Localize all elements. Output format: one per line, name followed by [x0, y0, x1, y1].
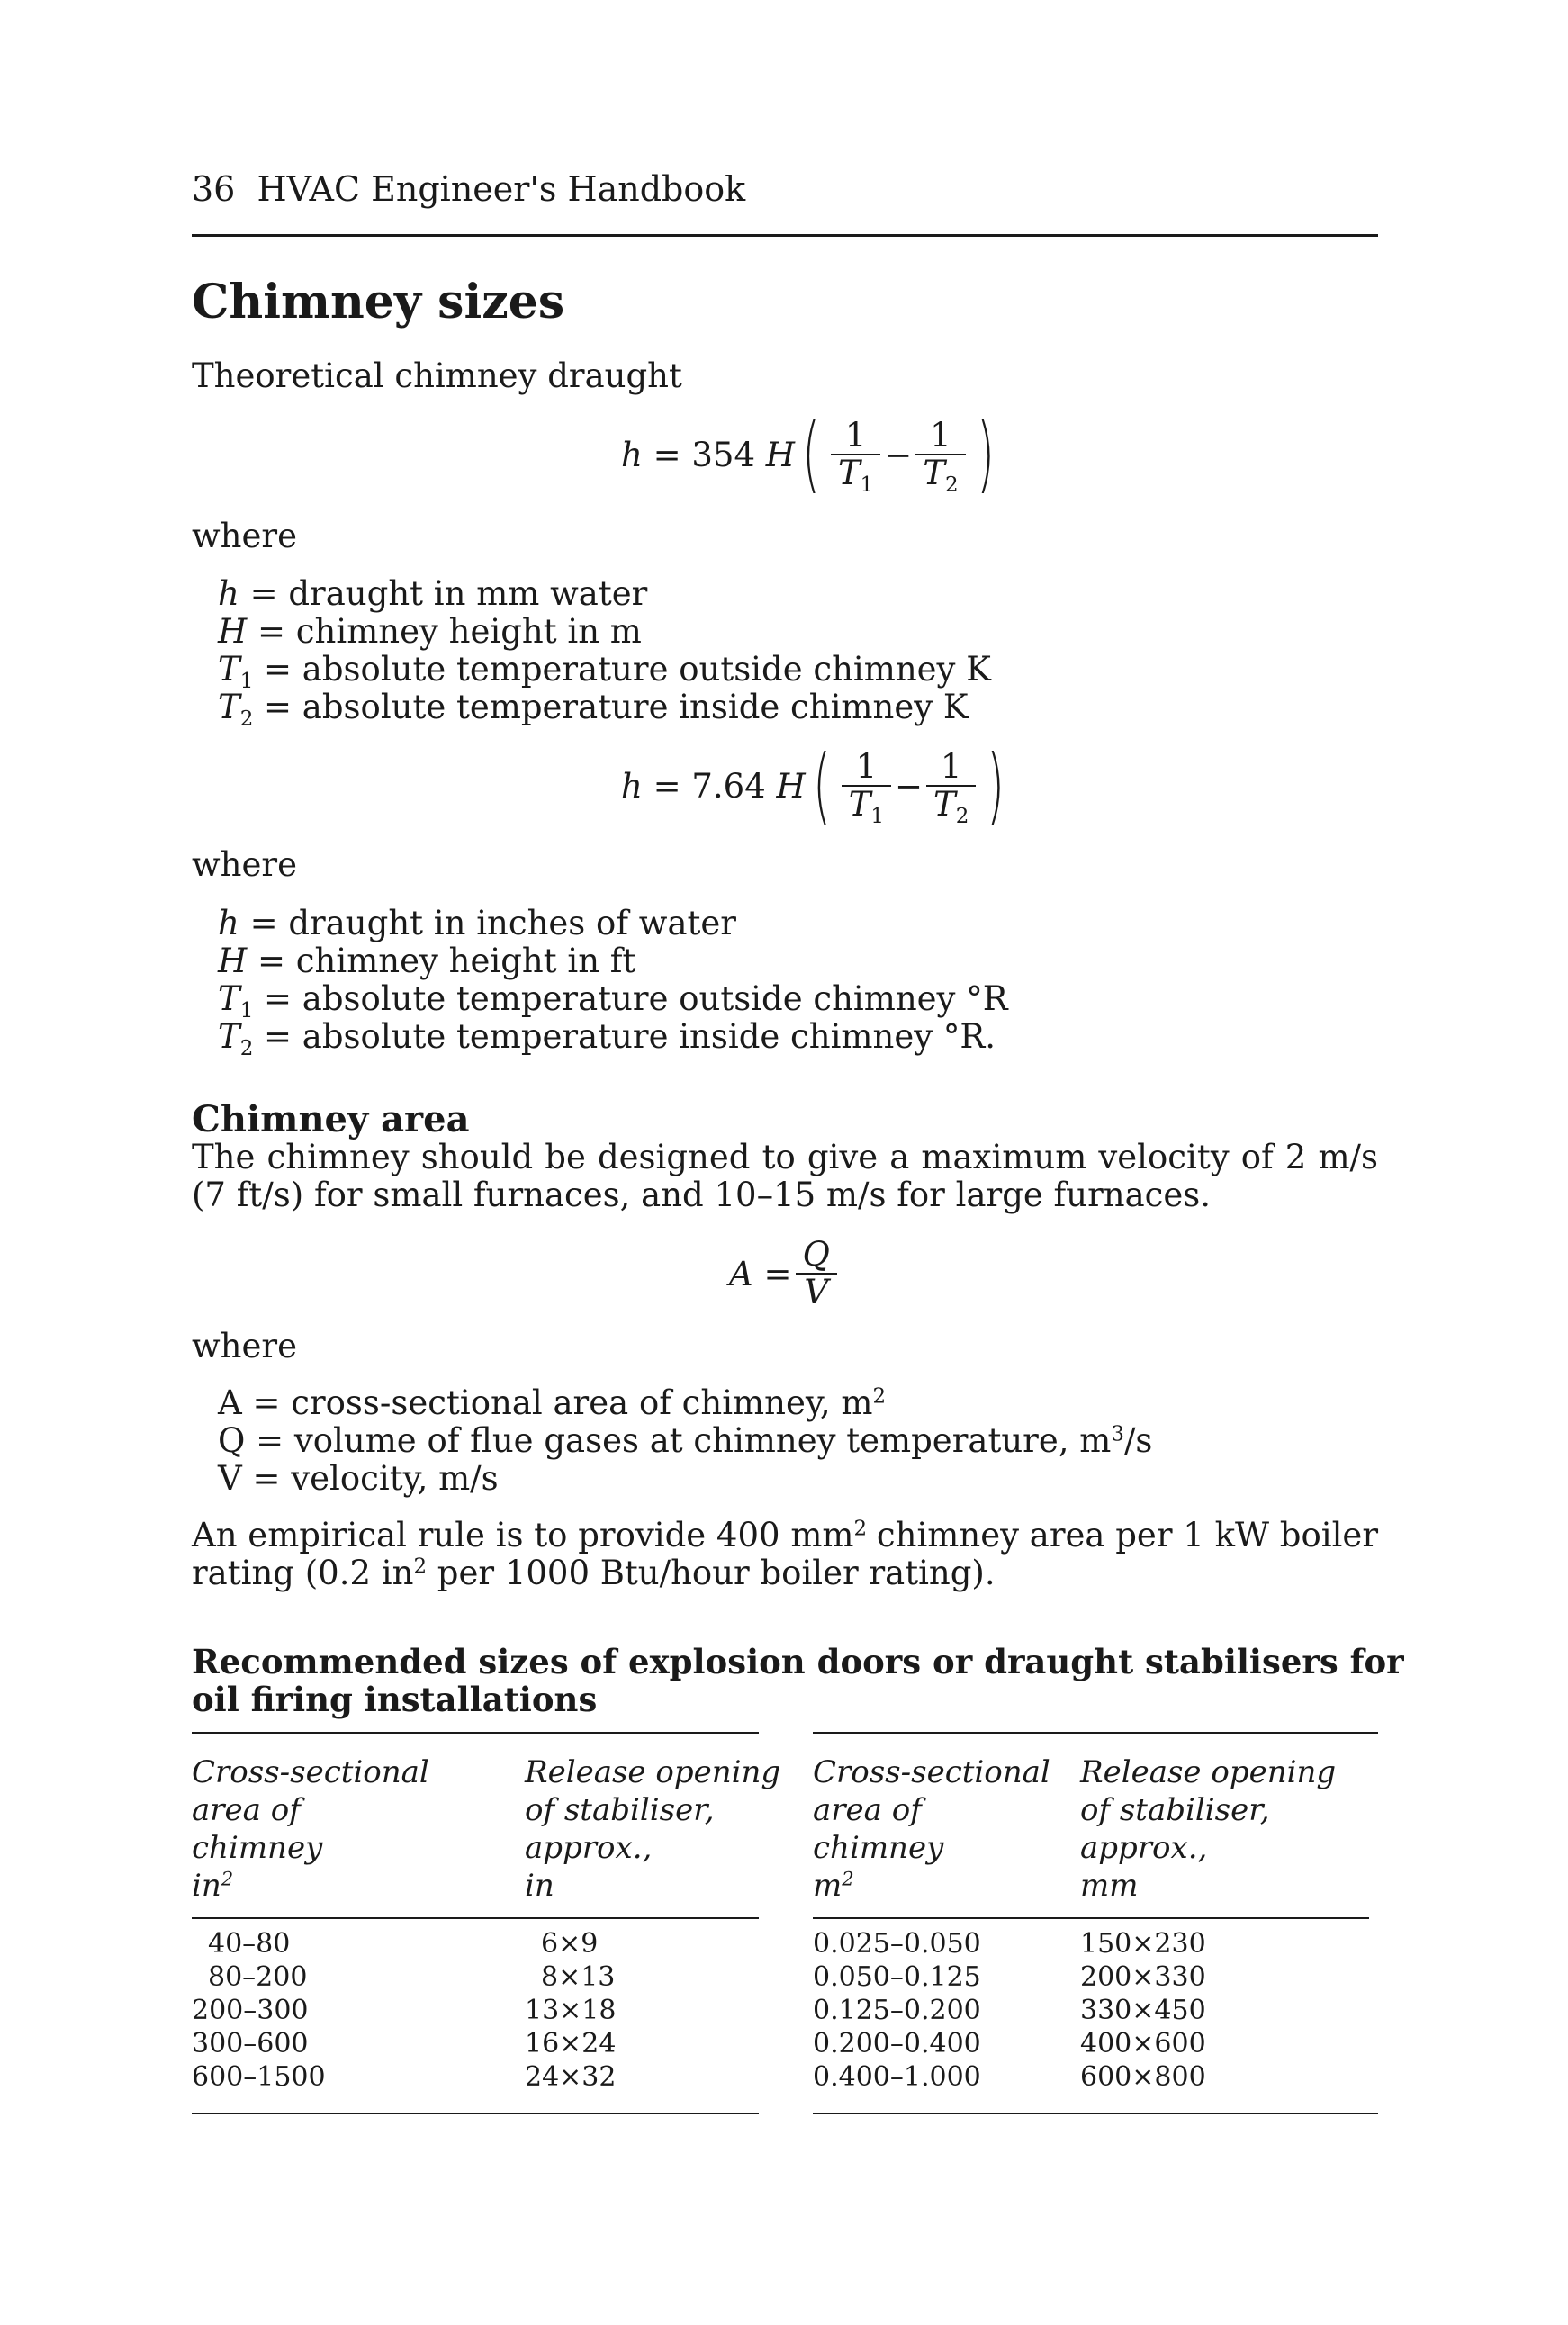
table-mid-rule-left: [192, 1917, 759, 1919]
table-cell: 0.200–0.400: [813, 2028, 981, 2059]
table-cell: 600×800: [1080, 2061, 1206, 2093]
definition-row: $T_2$ = absolute temperature inside chimney °R.: [218, 1017, 996, 1061]
table-right-col2: [1080, 1927, 1206, 2094]
header-right-opening: Release opening of stabiliser, approx., mm: [1080, 1754, 1337, 1904]
table-cell: 600–1500: [192, 2061, 326, 2093]
definition-row: $T_2$ = absolute temperature inside chimney K: [218, 688, 969, 732]
table-cell: 0.400–1.000: [813, 2061, 981, 2093]
definition-row: Q = volume of flue gases at chimney temperature, $m^3/s$: [218, 1421, 1153, 1460]
definitions-area: [218, 1384, 1152, 1498]
header-left-opening: Release opening of stabiliser, approx., in: [525, 1754, 781, 1904]
definition-row: H = chimney height in m: [218, 612, 642, 651]
table-left-col1: [192, 1927, 326, 2094]
table-cell: 0.125–0.200: [813, 1995, 981, 2026]
definition-row: A = cross-sectional area of chimney, $m^2$: [218, 1383, 887, 1422]
table-right-col1: [813, 1927, 981, 2094]
header-left-area: Cross-sectional area of chimney $in^2$: [192, 1754, 429, 1904]
table-cell: 40–80: [208, 1928, 291, 1960]
table-cell: 400×600: [1080, 2028, 1206, 2059]
table-cell: 13×18: [525, 1995, 617, 2026]
definitions-metric: [218, 574, 991, 732]
table-bottom-rule-left: [192, 2113, 759, 2114]
table-left-col2: [525, 1927, 616, 2094]
table-cell: 0.025–0.050: [813, 1928, 981, 1960]
table-cell: 6×9: [541, 1928, 599, 1960]
table-cell: 200–300: [192, 1995, 309, 2026]
chimney-area-heading: Chimney area: [192, 1098, 470, 1140]
empirical-rule-paragraph: An empirical rule is to provide 400 $mm^2$ chimney area per 1 kW boiler rating (0.2 $in^2$ per 1000 Btu/hour boiler rating).: [192, 1516, 1378, 1592]
draught-formula-imperial: h = 7.64 H ( $\frac{1}{T_1}$ − $\frac{1}{T_2}$ ): [621, 737, 1005, 834]
draught-formula-metric: h = 354 H ( $\frac{1}{T_1}$ − $\frac{1}{T_2}$ ): [621, 406, 995, 502]
where-label-2: where: [192, 845, 297, 884]
definition-row: H = chimney height in ft: [218, 942, 636, 980]
book-title: HVAC Engineer's Handbook: [257, 169, 746, 209]
table-cell: 8×13: [541, 1961, 616, 1993]
table-title: Recommended sizes of explosion doors or draught stabilisers for oil firing installations: [192, 1642, 1404, 1719]
table-cell: 16×24: [525, 2028, 617, 2059]
table-cell: 300–600: [192, 2028, 309, 2059]
table-cell: 24×32: [525, 2061, 617, 2093]
definition-row: h = draught in inches of water: [218, 904, 736, 942]
header-right-area: Cross-sectional area of chimney $m^2$: [813, 1754, 1050, 1904]
table-bottom-rule-right: [813, 2113, 1378, 2114]
definition-row: $T_1$ = absolute temperature outside chimney K: [218, 650, 991, 694]
intro-text: Theoretical chimney draught: [192, 356, 682, 395]
table-cell: 150×230: [1080, 1928, 1206, 1960]
table-cell: 0.050–0.125: [813, 1961, 981, 1993]
table-top-rule-right: [813, 1732, 1378, 1734]
section-title: Chimney sizes: [192, 275, 565, 329]
definition-row: V = velocity, m/s: [218, 1459, 499, 1498]
definitions-imperial: [218, 904, 1008, 1061]
header-rule: [192, 234, 1378, 237]
page-number: 36: [192, 169, 236, 209]
table-mid-rule-right: [813, 1917, 1369, 1919]
definition-row: h = draught in mm water: [218, 574, 648, 613]
running-header: [192, 169, 745, 209]
table-cell: 330×450: [1080, 1995, 1206, 2026]
table-top-rule-left: [192, 1732, 759, 1734]
definition-row: $T_1$ = absolute temperature outside chimney °R: [218, 979, 1008, 1023]
table-cell: 80–200: [208, 1961, 308, 1993]
area-formula: A = $\frac{Q}{V}$: [729, 1229, 841, 1319]
table-cell: 200×330: [1080, 1961, 1206, 1993]
where-label-1: where: [192, 517, 297, 555]
where-label-3: where: [192, 1327, 297, 1365]
chimney-area-paragraph: The chimney should be designed to give a maximum velocity of 2 m/s (7 ft/s) for small furnaces, and 10–15 m/s for large furnaces.: [192, 1138, 1378, 1214]
